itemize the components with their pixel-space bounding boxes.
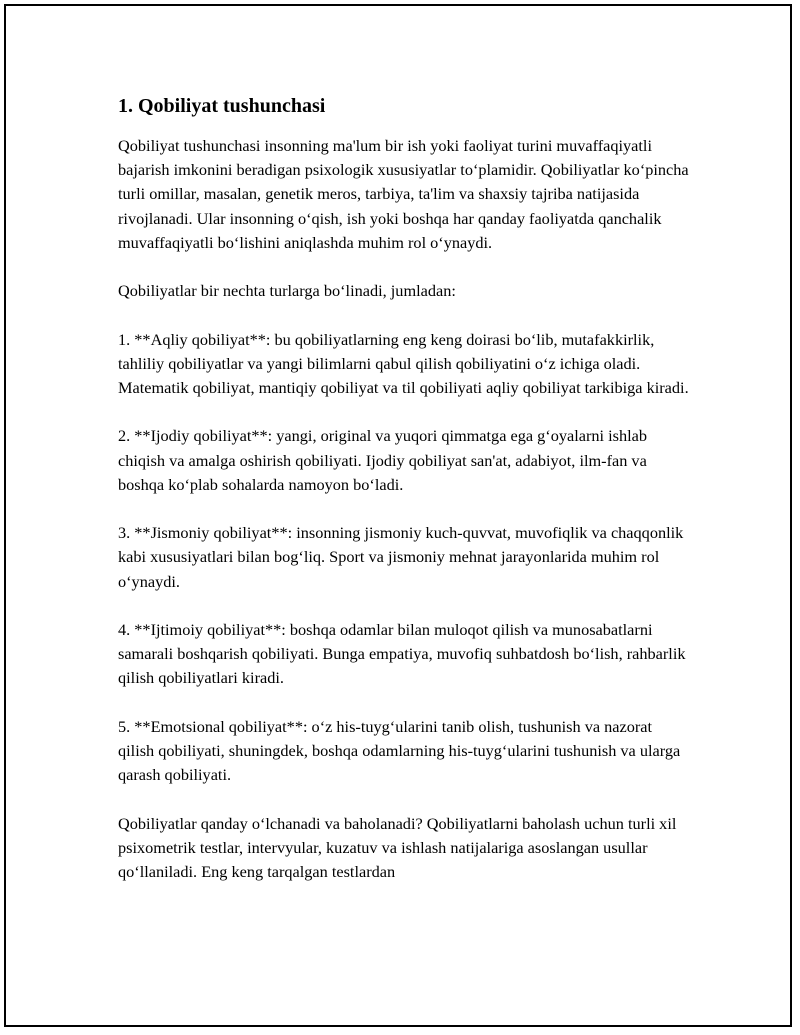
paragraph-intro: Qobiliyat tushunchasi insonning ma'lum bir ish yoki faoliyat turini muvaffaqiyatli bajarish imkonini beradigan psixologik xususiyatlar to‘plamidir. Qobiliyatlar ko‘pincha turli omillar, masalan, genetik meros, tarbiya, ta'lim va shaxsiy tajriba natijasida rivojlanadi. Ular insonning o‘qish, ish yoki boshqa har qanday faoliyatda qanchalik muvaffaqiyatli bo‘lishini aniqlashda muhim rol o‘ynaydi. <box>118 136 689 252</box>
paragraph-item-3: 3. **Jismoniy qobiliyat**: insonning jismoniy kuch-quvvat, muvofiqlik va chaqqonlik kabi xususiyatlari bilan bog‘liq. Sport va jismoniy mehnat jarayonlarida muhim rol o‘ynaydi. <box>118 523 684 591</box>
paragraph-item-2: 2. **Ijodiy qobiliyat**: yangi, original va yuqori qimmatga ega g‘oyalarni ishlab chiqish va amalga oshirish qobiliyati. Ijodiy qobiliyat san'at, adabiyot, ilm-fan va boshqa ko‘plab sohalarda namoyon bo‘ladi. <box>118 426 648 494</box>
paragraph-types-intro: Qobiliyatlar bir nechta turlarga bo‘linadi, jumladan: <box>118 281 456 301</box>
paragraph-item-1: 1. **Aqliy qobiliyat**: bu qobiliyatlarning eng keng doirasi bo‘lib, mutafakkirlik, tahliliy qobiliyatlar va yangi bilimlarni qabul qilish qobiliyatini o‘z ichiga oladi. Matematik qobiliyat, mantiqiy qobiliyat va til qobiliyati aqliy qobiliyat tarkibiga kiradi. <box>118 329 689 397</box>
section-heading: 1. Qobiliyat tushunchasi <box>118 95 326 117</box>
paragraph-item-5: 5. **Emotsional qobiliyat**: o‘z his-tuyg‘ularini tanib olish, tushunish va nazorat qilish qobiliyati, shuningdek, boshqa odamlarning his-tuyg‘ularini tushunish va ularga qarash qobiliyati. <box>118 716 681 785</box>
paragraph-assessment: Qobiliyatlar qanday o‘lchanadi va baholanadi? Qobiliyatlarni baholash uchun turli xil psixometrik testlar, intervyular, kuzatuv va ishlash natijalariga asoslangan usullar qo‘llaniladi. Eng keng tarqalgan testlardan <box>118 813 677 881</box>
document-body <box>118 92 690 908</box>
paragraph-item-4: 4. **Ijtimoiy qobiliyat**: boshqa odamlar bilan muloqot qilish va munosabatlarni samarali boshqarish qobiliyati. Bunga empatiya, muvofiq suhbatdosh bo‘lish, rahbarlik qilish qobiliyatlari kiradi. <box>118 619 686 688</box>
